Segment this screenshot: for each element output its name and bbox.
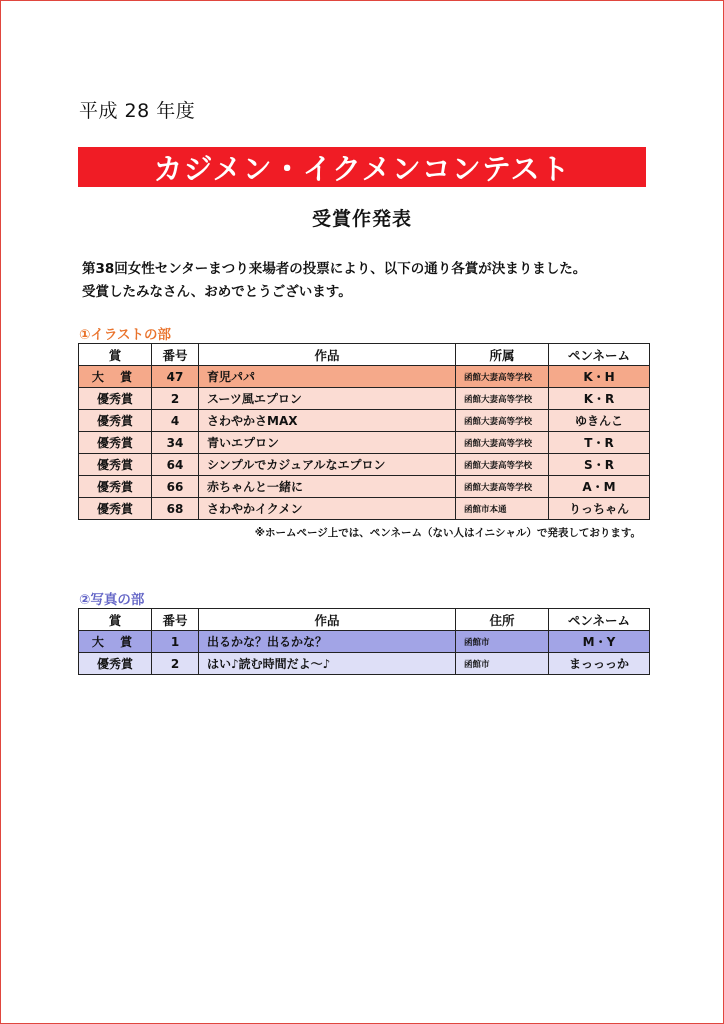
affiliation-cell: 函館市本通 xyxy=(456,498,549,520)
table-row xyxy=(79,476,650,498)
penname-note: ※ホームページ上では、ペンネーム（ない人はイニシャル）で発表しております。 xyxy=(254,527,641,539)
work-title-cell: さわやかさMAX xyxy=(199,410,456,432)
number-cell: 2 xyxy=(152,388,199,410)
work-title-cell: スーツ風エプロン xyxy=(199,388,456,410)
photo-section-heading: ②写真の部 xyxy=(79,592,145,608)
work-title-cell: 赤ちゃんと一緒に xyxy=(199,476,456,498)
penname-cell: A・M xyxy=(549,476,650,498)
affiliation-cell: 函館大妻高等学校 xyxy=(456,388,549,410)
address-cell: 函館市 xyxy=(456,631,549,653)
contest-title: カジメン・イクメンコンテスト xyxy=(153,151,571,186)
award-cell: 優秀賞 xyxy=(79,476,152,498)
award-cell: 優秀賞 xyxy=(79,454,152,476)
award-cell: 優秀賞 xyxy=(79,410,152,432)
intro-text xyxy=(82,258,662,304)
announcement-title: 受賞作発表 xyxy=(311,208,412,230)
work-title-cell: はい♪読む時間だよ～♪ xyxy=(199,653,456,675)
header-work: 作品 xyxy=(199,609,456,631)
illustration-section-heading: ①イラストの部 xyxy=(79,327,172,343)
award-cell: 優秀賞 xyxy=(79,498,152,520)
header-number: 番号 xyxy=(152,344,199,366)
contest-title-banner xyxy=(78,147,646,187)
header-address: 住所 xyxy=(456,609,549,631)
award-cell: 優秀賞 xyxy=(79,432,152,454)
table-row xyxy=(79,631,650,653)
header-award: 賞 xyxy=(79,609,152,631)
award-cell: 優秀賞 xyxy=(79,388,152,410)
table-row xyxy=(79,410,650,432)
number-cell: 2 xyxy=(152,653,199,675)
header-work: 作品 xyxy=(199,344,456,366)
affiliation-cell: 函館大妻高等学校 xyxy=(456,410,549,432)
number-cell: 68 xyxy=(152,498,199,520)
penname-cell: M・Y xyxy=(549,631,650,653)
penname-cell: まっっっか xyxy=(549,653,650,675)
penname-cell: りっちゃん xyxy=(549,498,650,520)
table-row xyxy=(79,498,650,520)
table-header-row xyxy=(79,609,650,631)
table-row xyxy=(79,454,650,476)
award-cell: 優秀賞 xyxy=(79,653,152,675)
header-number: 番号 xyxy=(152,609,199,631)
table-row xyxy=(79,388,650,410)
affiliation-cell: 函館大妻高等学校 xyxy=(456,432,549,454)
table-row xyxy=(79,366,650,388)
penname-cell: K・H xyxy=(549,366,650,388)
work-title-cell: シンプルでカジュアルなエプロン xyxy=(199,454,456,476)
intro-line: 受賞したみなさん、おめでとうございます。 xyxy=(82,284,352,300)
fiscal-year: 平成 28 年度 xyxy=(79,100,196,122)
illustration-awards-table xyxy=(78,343,650,520)
affiliation-cell: 函館大妻高等学校 xyxy=(456,454,549,476)
penname-cell: T・R xyxy=(549,432,650,454)
intro-line: 第38回女性センターまつり来場者の投票により、以下の通り各賞が決まりました。 xyxy=(82,261,587,277)
number-cell: 64 xyxy=(152,454,199,476)
header-penname: ペンネーム xyxy=(549,344,650,366)
affiliation-cell: 函館大妻高等学校 xyxy=(456,476,549,498)
number-cell: 1 xyxy=(152,631,199,653)
penname-cell: S・R xyxy=(549,454,650,476)
award-cell: 大 賞 xyxy=(79,366,152,388)
header-affiliation: 所属 xyxy=(456,344,549,366)
header-penname: ペンネーム xyxy=(549,609,650,631)
penname-cell: K・R xyxy=(549,388,650,410)
address-cell: 函館市 xyxy=(456,653,549,675)
table-header-row xyxy=(79,344,650,366)
table-row xyxy=(79,432,650,454)
number-cell: 47 xyxy=(152,366,199,388)
work-title-cell: さわやかイクメン xyxy=(199,498,456,520)
number-cell: 66 xyxy=(152,476,199,498)
number-cell: 4 xyxy=(152,410,199,432)
work-title-cell: 青いエプロン xyxy=(199,432,456,454)
header-award: 賞 xyxy=(79,344,152,366)
work-title-cell: 出るかな？出るかな？ xyxy=(199,631,456,653)
award-cell: 大 賞 xyxy=(79,631,152,653)
photo-awards-table xyxy=(78,608,650,675)
affiliation-cell: 函館大妻高等学校 xyxy=(456,366,549,388)
work-title-cell: 育児パパ xyxy=(199,366,456,388)
number-cell: 34 xyxy=(152,432,199,454)
table-row xyxy=(79,653,650,675)
penname-cell: ゆきんこ xyxy=(549,410,650,432)
